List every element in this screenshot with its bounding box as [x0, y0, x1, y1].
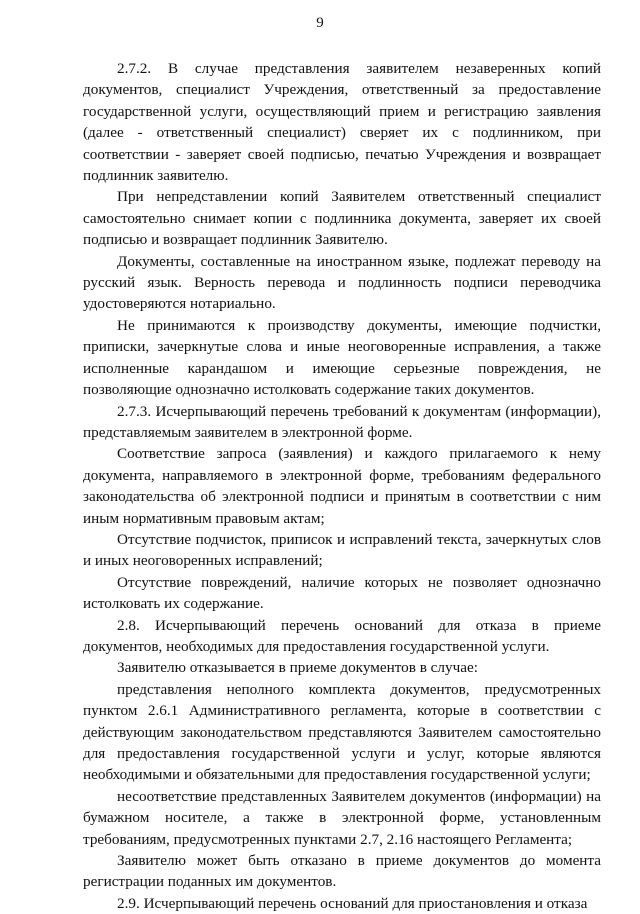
paragraph-foreign-language: Документы, составленные на иностранном языке, подлежат переводу на русский язык. Верность перевода и подлинность подписи переводчика удостоверяются нотариально. — [83, 252, 601, 313]
paragraph-no-corrections: Отсутствие подчисток, приписок и исправлений текста, зачеркнутых слов и иных неоговоренных исправлений; — [83, 530, 601, 570]
paragraph-nonconformity: несоответствие представленных Заявителем документов (информации) на бумажном носителе, а также в электронной форме, установленным требованиям, предусмотренных пунктами 2.7, 2.16 настоящего Регламента; — [83, 787, 601, 848]
paragraph-no-damage: Отсутствие повреждений, наличие которых не позволяет однозначно истолковать их содержание. — [83, 573, 601, 613]
paragraph-2-9: 2.9. Исчерпывающий перечень оснований для приостановления и отказа — [117, 894, 588, 912]
paragraph-2-8: 2.8. Исчерпывающий перечень оснований для отказа в приеме документов, необходимых для предоставления государственной услуги. — [83, 616, 601, 655]
document-body — [83, 58, 601, 914]
paragraph-refusal-cases: Заявителю отказывается в приеме документов в случае: — [117, 659, 478, 677]
page-number: 9 — [316, 15, 324, 31]
paragraph-copies-not-provided: При непредставлении копий Заявителем ответственный специалист самостоятельно снимает копии с подлинника документа, заверяет их своей подписью и возвращает подлинник Заявителю. — [83, 188, 601, 249]
paragraph-2-7-3: 2.7.3. Исчерпывающий перечень требований к документам (информации), представляемым заявителем в электронной форме. — [83, 402, 601, 441]
paragraph-refusal-before-registration: Заявителю может быть отказано в приеме документов до момента регистрации поданных им документов. — [83, 852, 601, 891]
paragraph-incomplete-set: представления неполного комплекта документов, предусмотренных пунктом 2.6.1 Административного регламента, которые в соответствии с действующим законодательством представляются Заявителем самостоятельно для предоставления государственной услуги и услуг, которые являются необходимыми и обязательными для предоставления государственной услуги; — [83, 680, 601, 784]
paragraph-2-7-2: 2.7.2. В случае представления заявителем незаверенных копий документов, специалист Учреждения, ответственный за предоставление государственной услуги, осуществляющий прием и регистрацию заявления (далее - ответственный специалист) сверяет их с подлинником, при соответствии - заверяет своей подписью, печатью Учреждения и возвращает подлинник заявителю. — [83, 60, 601, 185]
paragraph-not-accepted: Не принимаются к производству документы, имеющие подчистки, приписки, зачеркнутые слова и иные неоговоренные исправления, а также исполненные карандашом и имеющие серьезные повреждения, не позволяющие однозначно истолковать содержание таких документов. — [83, 316, 601, 399]
paragraph-electronic-requirements: Соответствие запроса (заявления) и каждого прилагаемого к нему документа, направляемого в электронной форме, требованиям федерального законодательства об электронной подписи и принятым в соответствии с ним иным нормативным правовым актам; — [83, 445, 601, 527]
